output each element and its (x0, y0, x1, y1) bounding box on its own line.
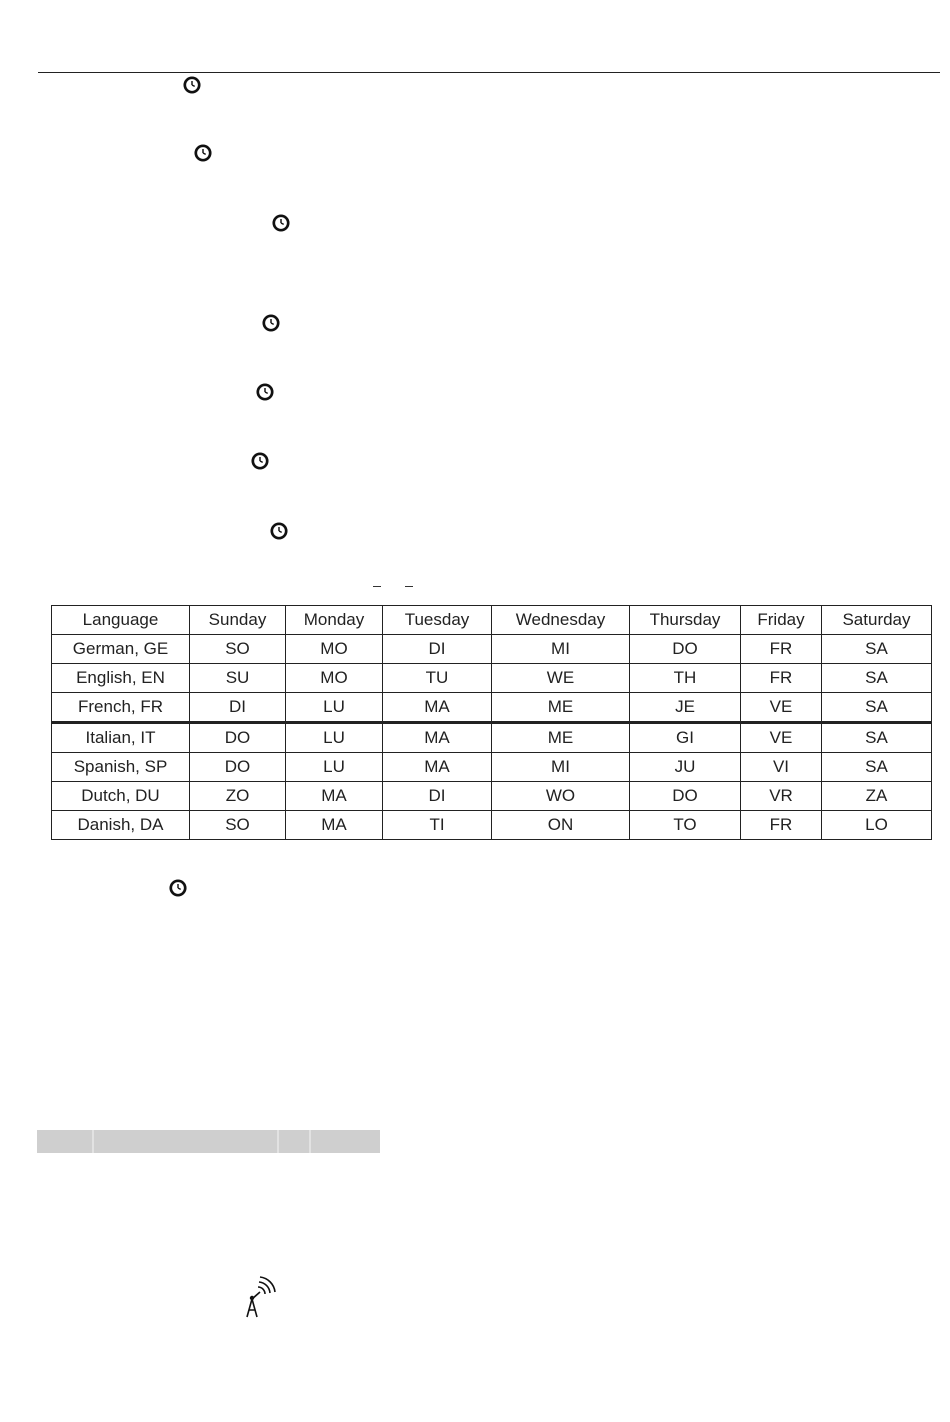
table-cell: DI (383, 782, 492, 811)
table-cell: LO (822, 811, 932, 840)
dash-mark (405, 586, 413, 587)
header-cell: Language (52, 606, 190, 635)
header-cell: Sunday (190, 606, 286, 635)
table-cell: MA (383, 693, 492, 723)
table-cell: TI (383, 811, 492, 840)
clock-icon (272, 214, 290, 232)
table-cell: DI (383, 635, 492, 664)
clock-icon (256, 383, 274, 401)
table-cell: MI (492, 753, 630, 782)
table-row (52, 664, 932, 693)
clock-icon (183, 76, 201, 94)
table-cell: SA (822, 635, 932, 664)
dash-mark (373, 586, 381, 587)
table-row (52, 753, 932, 782)
table-cell: FR (741, 811, 822, 840)
clock-icon (194, 144, 212, 162)
table-header-row (52, 606, 932, 635)
table-cell: GI (630, 723, 741, 753)
table-row (52, 723, 932, 753)
header-cell: Friday (741, 606, 822, 635)
table-cell: LU (286, 753, 383, 782)
table-cell: French, FR (52, 693, 190, 723)
table-cell: SO (190, 811, 286, 840)
table-cell: TU (383, 664, 492, 693)
table-cell: JE (630, 693, 741, 723)
table-cell: ON (492, 811, 630, 840)
table-cell: VE (741, 723, 822, 753)
table-cell: Danish, DA (52, 811, 190, 840)
table-cell: MA (286, 811, 383, 840)
table-cell: MA (286, 782, 383, 811)
table-cell: Dutch, DU (52, 782, 190, 811)
clock-icon (251, 452, 269, 470)
table-cell: SA (822, 753, 932, 782)
clock-icon (169, 879, 187, 897)
table-row (52, 782, 932, 811)
table-cell: JU (630, 753, 741, 782)
radio-signal-tower-icon (243, 1273, 277, 1319)
table-cell: DI (190, 693, 286, 723)
header-cell: Thursday (630, 606, 741, 635)
table-cell: LU (286, 693, 383, 723)
table-cell: SU (190, 664, 286, 693)
table-cell: Spanish, SP (52, 753, 190, 782)
table-cell: WO (492, 782, 630, 811)
table-cell: TO (630, 811, 741, 840)
table-cell: MA (383, 753, 492, 782)
table-cell: English, EN (52, 664, 190, 693)
table-row (52, 811, 932, 840)
table-cell: MI (492, 635, 630, 664)
clock-icon (270, 522, 288, 540)
table-cell: Italian, IT (52, 723, 190, 753)
table-cell: MO (286, 635, 383, 664)
table-row (52, 635, 932, 664)
table-cell: FR (741, 635, 822, 664)
section-heading-bar (37, 1130, 380, 1153)
table-cell: ZA (822, 782, 932, 811)
header-cell: Monday (286, 606, 383, 635)
table-cell: DO (630, 782, 741, 811)
header-cell: Saturday (822, 606, 932, 635)
table-cell: MO (286, 664, 383, 693)
table-cell: LU (286, 723, 383, 753)
header-cell: Wednesday (492, 606, 630, 635)
table-cell: TH (630, 664, 741, 693)
table-row (52, 693, 932, 723)
table-cell: WE (492, 664, 630, 693)
table-cell: ME (492, 693, 630, 723)
table-cell: DO (190, 723, 286, 753)
table-cell: VE (741, 693, 822, 723)
table-cell: German, GE (52, 635, 190, 664)
header-cell: Tuesday (383, 606, 492, 635)
table-cell: SA (822, 693, 932, 723)
table-cell: DO (190, 753, 286, 782)
table-cell: SO (190, 635, 286, 664)
table-cell: ZO (190, 782, 286, 811)
table-cell: ME (492, 723, 630, 753)
clock-icon (262, 314, 280, 332)
table-cell: FR (741, 664, 822, 693)
table-cell: VI (741, 753, 822, 782)
top-rule (38, 72, 940, 73)
table-cell: SA (822, 723, 932, 753)
table-cell: SA (822, 664, 932, 693)
table-cell: VR (741, 782, 822, 811)
table-cell: MA (383, 723, 492, 753)
table-cell: DO (630, 635, 741, 664)
weekday-language-table (51, 605, 932, 840)
